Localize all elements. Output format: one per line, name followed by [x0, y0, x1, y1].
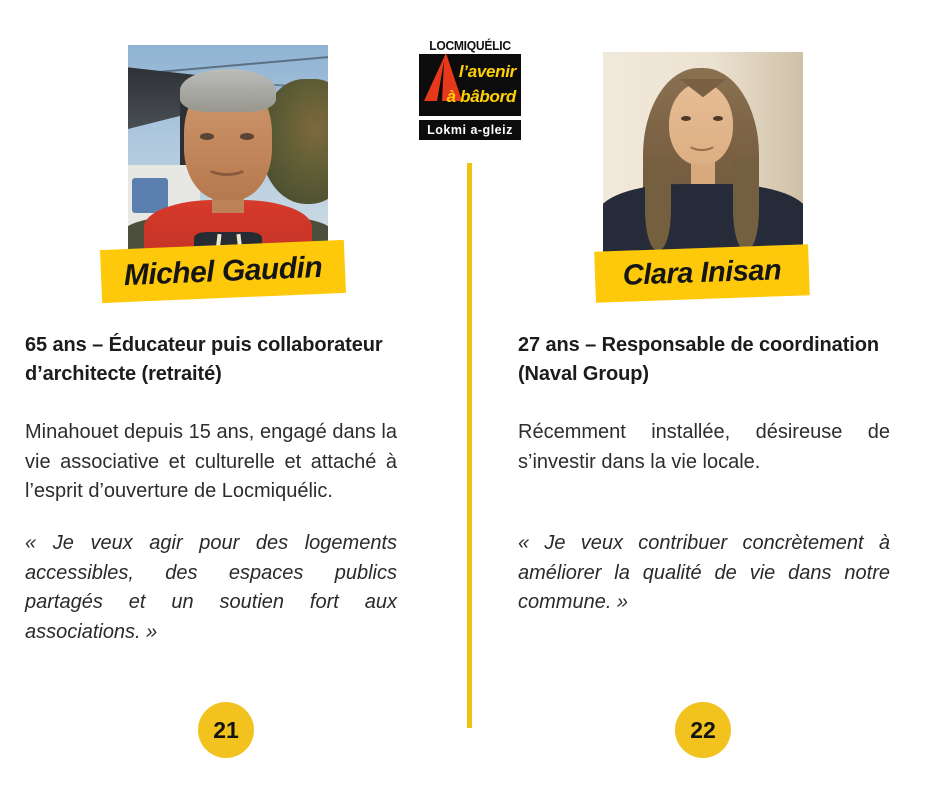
hair-strand [733, 159, 759, 250]
candidate-quote: « Je veux contribuer concrètement à améliorer la qualité de vie dans notre commune. » [518, 532, 890, 613]
campaign-logo [419, 38, 521, 140]
logo-slogan-line2: à bâbord [446, 87, 516, 106]
eye [240, 133, 254, 139]
name-banner-clara-inisan: Clara Inisan [594, 244, 810, 302]
logo-breton-subtitle: Lokmi a-gleiz [419, 120, 521, 140]
smile [687, 134, 717, 150]
eye [200, 133, 214, 139]
photo-clara-inisan [603, 52, 803, 258]
candidate-quote: « Je veux agir pour des logements accessibles, des espaces publics partagés et un soutien fort aux associations. » [25, 532, 397, 643]
candidate-headline: 27 ans – Responsable de coordination (Naval Group) [518, 334, 879, 385]
eye [681, 116, 691, 121]
smile [206, 157, 248, 176]
name-banner-michel-gaudin: Michel Gaudin [100, 240, 346, 303]
candidate-headline: 65 ans – Éducateur puis collaborateur d’architecte (retraité) [25, 334, 383, 385]
candidate-bio: Récemment installée, désireuse de s’investir dans la vie locale. [518, 421, 890, 473]
candidate-bio: Minahouet depuis 15 ans, engagé dans la vie associative et culturelle et attaché à l’esprit d’ouverture de Locmiquélic. [25, 421, 397, 502]
photo-michel-gaudin [128, 45, 328, 260]
list-number-badge: 21 [198, 702, 254, 758]
list-number-badge: 22 [675, 702, 731, 758]
logo-town-name: LOCMIQUÉLIC [429, 38, 511, 53]
hair-strand [645, 159, 671, 250]
gray-hair [180, 69, 276, 112]
logo-slogan-line1: l’avenir [458, 62, 516, 81]
logo-slogan-box [419, 54, 521, 116]
vertical-divider [467, 163, 472, 728]
logo-slogan [447, 59, 516, 109]
eye [713, 116, 723, 121]
